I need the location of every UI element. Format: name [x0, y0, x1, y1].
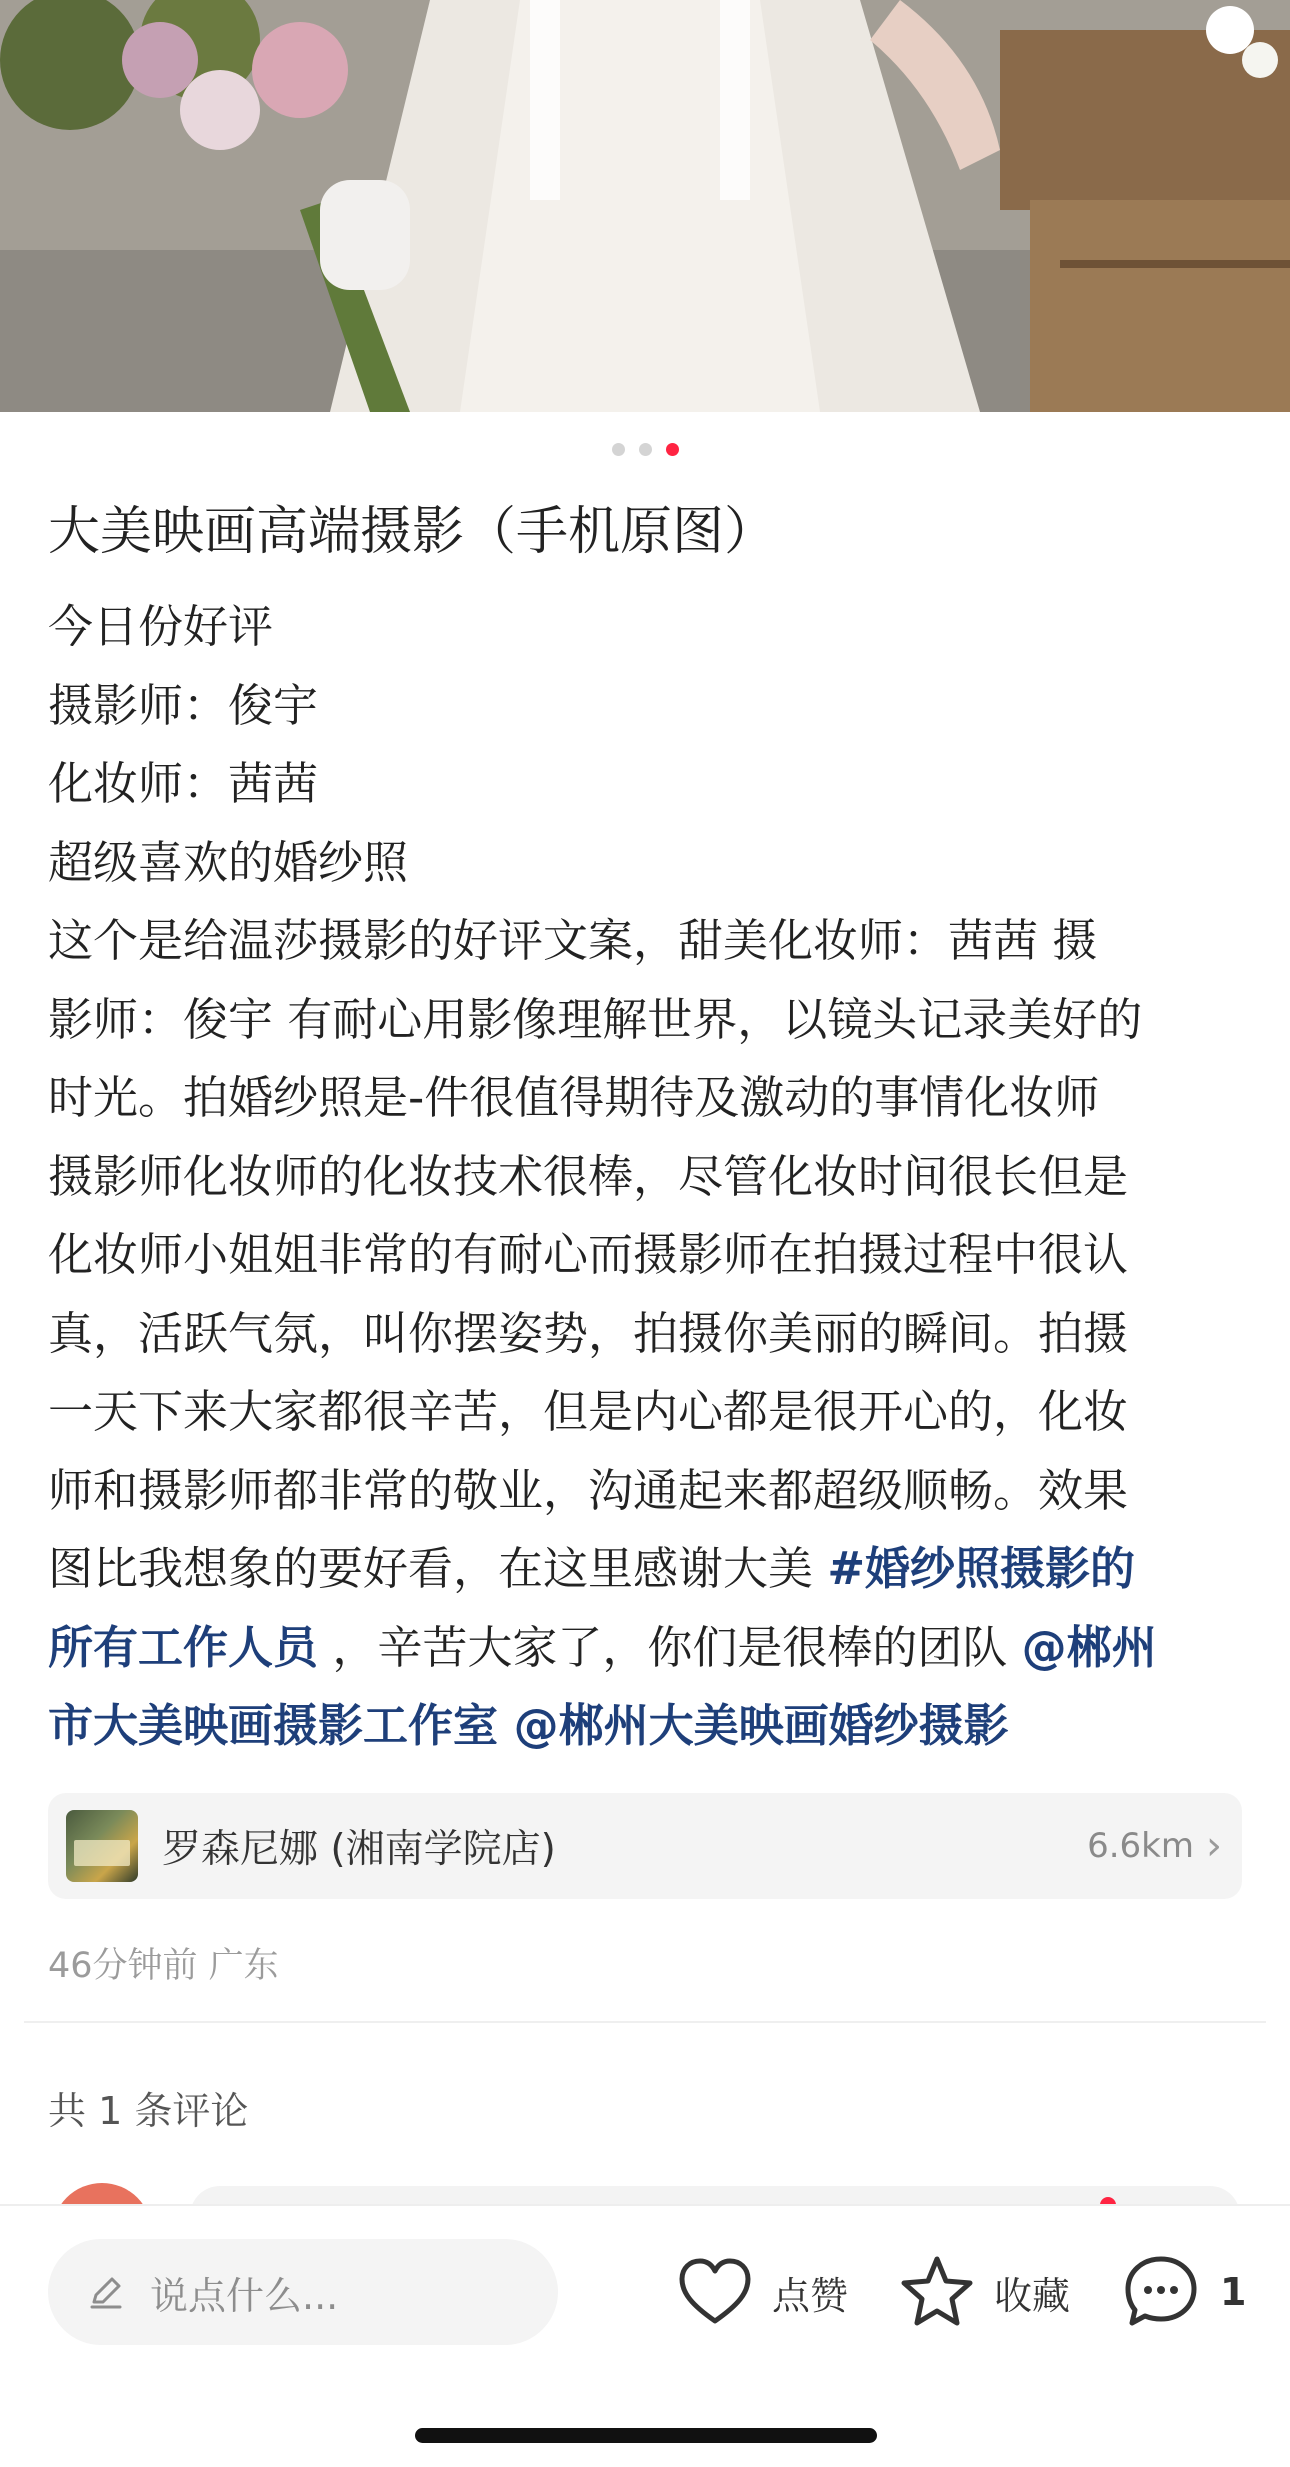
post-body	[48, 588, 1248, 1766]
body-line: 超级喜欢的婚纱照	[48, 835, 409, 889]
body-line: 真，活跃气氛，叫你摆姿势，拍摄你美丽的瞬间。拍摄	[48, 1306, 1129, 1360]
body-line: 师和摄影师都非常的敬业，沟通起来都超级顺畅。效果	[48, 1463, 1129, 1517]
body-line: 一天下来大家都很辛苦，但是内心都是很开心的，化妆	[48, 1385, 1129, 1438]
photo-illustration	[0, 0, 1290, 412]
mention-link[interactable]: @郴州大美映画婚纱摄影	[498, 1699, 1009, 1752]
chevron-right-icon: ›	[1206, 1823, 1222, 1869]
comment-bubble-icon	[1120, 2251, 1202, 2333]
body-line: 化妆师小姐姐非常的有耐心而摄影师在拍摄过程中很认	[48, 1228, 1129, 1281]
comment-input[interactable]	[48, 2239, 558, 2345]
body-line	[48, 1530, 1248, 1609]
body-line: 化妆师：茜茜	[48, 757, 319, 810]
home-indicator	[415, 2428, 877, 2443]
location-card[interactable]	[48, 1793, 1242, 1899]
pencil-icon	[86, 2272, 126, 2312]
comment-button[interactable]	[1120, 2244, 1246, 2340]
hashtag-link[interactable]: #婚纱照摄影的	[827, 1542, 1136, 1595]
hashtag-link[interactable]: 所有工作人员	[48, 1620, 319, 1674]
body-line: 时光。拍婚纱照是-件很值得期待及激动的事情化妆师	[48, 1071, 1100, 1124]
favorite-label: 收藏	[994, 2273, 1071, 2318]
body-text: ，辛苦大家了，你们是很棒的团队	[318, 1620, 1022, 1674]
bottom-action-bar	[0, 2204, 1290, 2467]
carousel-dot-1[interactable]	[612, 443, 625, 456]
mention-link[interactable]: 市大美映画摄影工作室	[48, 1699, 499, 1752]
heart-icon	[674, 2251, 756, 2333]
body-line	[48, 1687, 1248, 1766]
comment-count: 1	[1220, 2270, 1247, 2314]
divider	[24, 2021, 1266, 2023]
carousel-dot-3-active[interactable]	[666, 443, 679, 456]
post-title: 大美映画高端摄影（手机原图）	[48, 502, 777, 562]
favorite-button[interactable]	[896, 2244, 1070, 2340]
mention-link[interactable]: @郴州	[1021, 1620, 1157, 1674]
body-line: 摄影师化妆师的化妆技术很棒，尽管化妆时间很长但是	[48, 1149, 1129, 1203]
star-icon	[896, 2251, 978, 2333]
body-line: 摄影师：俊宇	[48, 678, 319, 732]
body-line: 影师：俊宇 有耐心用影像理解世界，以镜头记录美好的	[48, 992, 1143, 1046]
location-distance: 6.6km	[1087, 1826, 1194, 1866]
like-button[interactable]	[674, 2244, 848, 2340]
body-line: 今日份好评	[48, 600, 274, 653]
body-line: 这个是给温莎摄影的好评文案，甜美化妆师：茜茜 摄	[48, 914, 1098, 967]
body-text: 图比我想象的要好看，在这里感谢大美	[48, 1542, 828, 1595]
post-time-region: 46分钟前 广东	[48, 1946, 279, 1986]
comment-input-placeholder: 说点什么...	[150, 2273, 339, 2318]
carousel-dot-2[interactable]	[639, 443, 652, 456]
body-line	[48, 1609, 1248, 1688]
post-photo[interactable]	[0, 0, 1290, 412]
location-name: 罗森尼娜 (湘南学院店)	[162, 1827, 556, 1872]
comment-count-label: 共 1 条评论	[48, 2089, 249, 2133]
like-label: 点赞	[772, 2273, 849, 2318]
carousel-indicator	[0, 443, 1290, 456]
location-thumbnail	[66, 1810, 138, 1882]
